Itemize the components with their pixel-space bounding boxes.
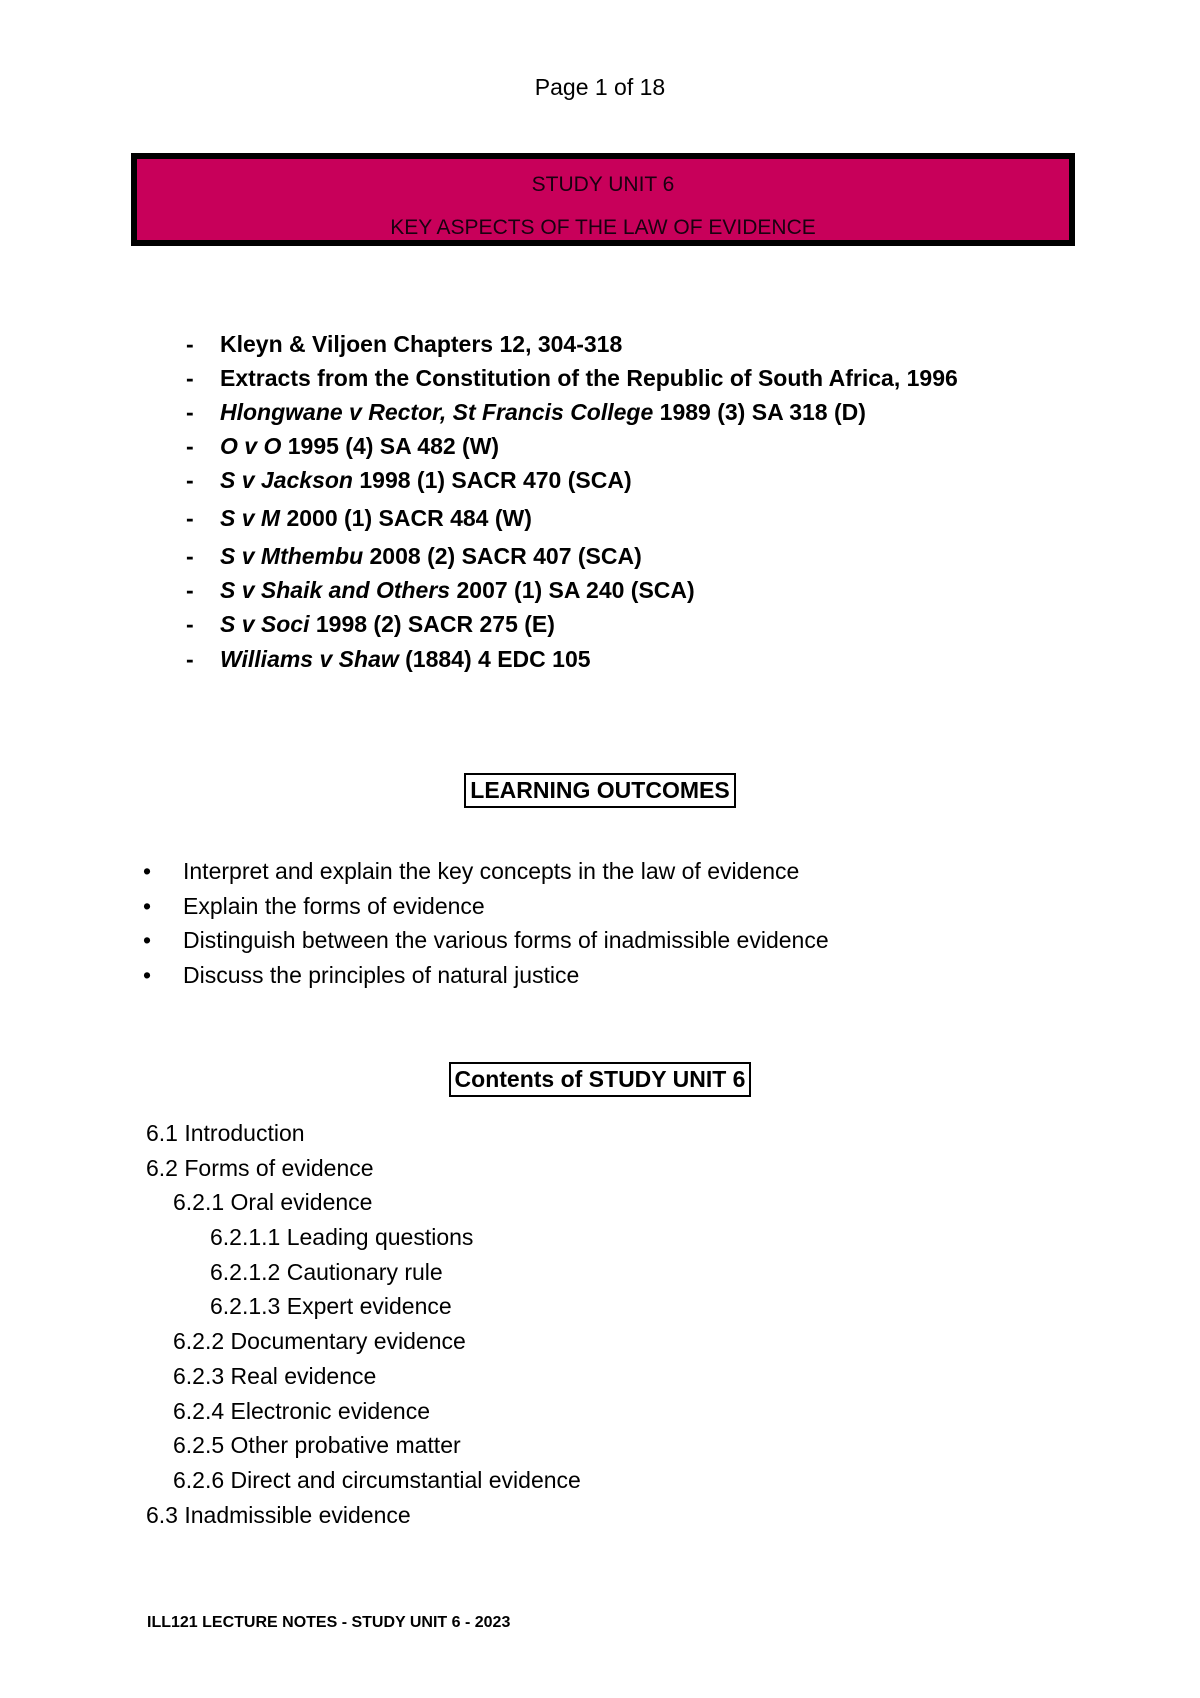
- bullet-marker: •: [143, 892, 152, 919]
- footer-text: ILL121 LECTURE NOTES - STUDY UNIT 6 - 2023: [147, 1614, 511, 1631]
- toc-item: 6.2 Forms of evidence: [146, 1154, 374, 1181]
- study-unit-title: STUDY UNIT 6: [531, 173, 675, 196]
- contents-list: [146, 1120, 1046, 1536]
- case-name: S v Jackson: [220, 467, 353, 493]
- outcome-text: Interpret and explain the key concepts in the law of evidence: [183, 858, 800, 884]
- case-name: S v M: [220, 505, 281, 531]
- dash-marker: -: [186, 543, 194, 569]
- study-unit-subtitle: KEY ASPECTS OF THE LAW OF EVIDENCE: [390, 216, 816, 239]
- outcome-item: [143, 858, 1103, 893]
- outcome-item: [143, 893, 1103, 928]
- toc-item: 6.2.5 Other probative matter: [173, 1432, 461, 1459]
- reading-item: [186, 505, 1126, 543]
- reading-citation: 1998 (2) SACR 275 (E): [309, 611, 555, 637]
- outcome-text: Discuss the principles of natural justice: [183, 961, 580, 988]
- reading-citation: (1884) 4 EDC 105: [398, 646, 591, 672]
- page-number: Page 1 of 18: [534, 74, 666, 100]
- toc-item: 6.3 Inadmissible evidence: [146, 1501, 411, 1528]
- reading-citation: 1998 (1) SACR 470 (SCA): [352, 467, 632, 493]
- reading-item: [186, 331, 1126, 365]
- learning-outcomes-heading: LEARNING OUTCOMES: [464, 773, 735, 808]
- reading-item: [186, 399, 1126, 433]
- dash-marker: -: [186, 433, 194, 459]
- toc-item: 6.2.1 Oral evidence: [173, 1189, 373, 1216]
- reading-citation: 2007 (1) SA 240 (SCA): [450, 577, 695, 603]
- dash-marker: -: [186, 611, 194, 637]
- case-name: S v Mthembu: [220, 543, 364, 569]
- reading-citation: 1989 (3) SA 318 (D): [653, 399, 866, 425]
- reading-citation: 2000 (1) SACR 484 (W): [280, 505, 532, 531]
- outcome-text: Distinguish between the various forms of inadmissible evidence: [183, 927, 829, 953]
- contents-heading: Contents of STUDY UNIT 6: [449, 1062, 752, 1097]
- outcome-text: Explain the forms of evidence: [183, 892, 485, 919]
- reading-item: [186, 467, 1126, 505]
- dash-marker: -: [186, 646, 194, 672]
- reading-item: [186, 433, 1126, 467]
- case-name: S v Shaik and Others: [220, 577, 451, 603]
- contents-heading-wrap: [0, 1062, 1200, 1097]
- reading-citation: Kleyn & Viljoen Chapters 12, 304-318: [220, 331, 623, 357]
- reading-item: [186, 646, 1126, 680]
- outcome-item: [143, 962, 1103, 997]
- reading-item: [186, 611, 1126, 646]
- prescribed-readings-list: [186, 331, 1126, 680]
- learning-outcomes-list: [143, 858, 1103, 996]
- reading-item: [186, 543, 1126, 577]
- case-name: S v Soci: [220, 611, 310, 637]
- dash-marker: -: [186, 505, 194, 531]
- reading-citation: 2008 (2) SACR 407 (SCA): [363, 543, 642, 569]
- bullet-marker: •: [143, 858, 152, 884]
- toc-item: 6.2.1.3 Expert evidence: [210, 1293, 452, 1320]
- outcome-item: [143, 927, 1103, 962]
- dash-marker: -: [186, 365, 194, 391]
- toc-item: 6.2.3 Real evidence: [173, 1362, 377, 1389]
- toc-item: 6.2.2 Documentary evidence: [173, 1328, 466, 1355]
- case-name: Williams v Shaw: [220, 646, 399, 672]
- toc-item: 6.2.1.2 Cautionary rule: [210, 1258, 443, 1285]
- toc-item: 6.2.4 Electronic evidence: [173, 1397, 430, 1424]
- case-name: O v O: [220, 433, 282, 459]
- dash-marker: -: [186, 331, 194, 357]
- bullet-marker: •: [143, 961, 152, 988]
- case-name: Hlongwane v Rector, St Francis College: [220, 399, 654, 425]
- dash-marker: -: [186, 467, 194, 493]
- title-box: [131, 153, 1075, 246]
- learning-outcomes-heading-wrap: [0, 773, 1200, 808]
- toc-item: 6.2.6 Direct and circumstantial evidence: [173, 1466, 581, 1493]
- dash-marker: -: [186, 399, 194, 425]
- dash-marker: -: [186, 577, 194, 603]
- bullet-marker: •: [143, 927, 152, 953]
- reading-citation: Extracts from the Constitution of the Republic of South Africa, 1996: [220, 365, 958, 391]
- reading-citation: 1995 (4) SA 482 (W): [281, 433, 500, 459]
- reading-item: [186, 577, 1126, 611]
- toc-item: 6.1 Introduction: [146, 1120, 305, 1146]
- reading-item: [186, 365, 1126, 399]
- toc-item: 6.2.1.1 Leading questions: [210, 1224, 474, 1251]
